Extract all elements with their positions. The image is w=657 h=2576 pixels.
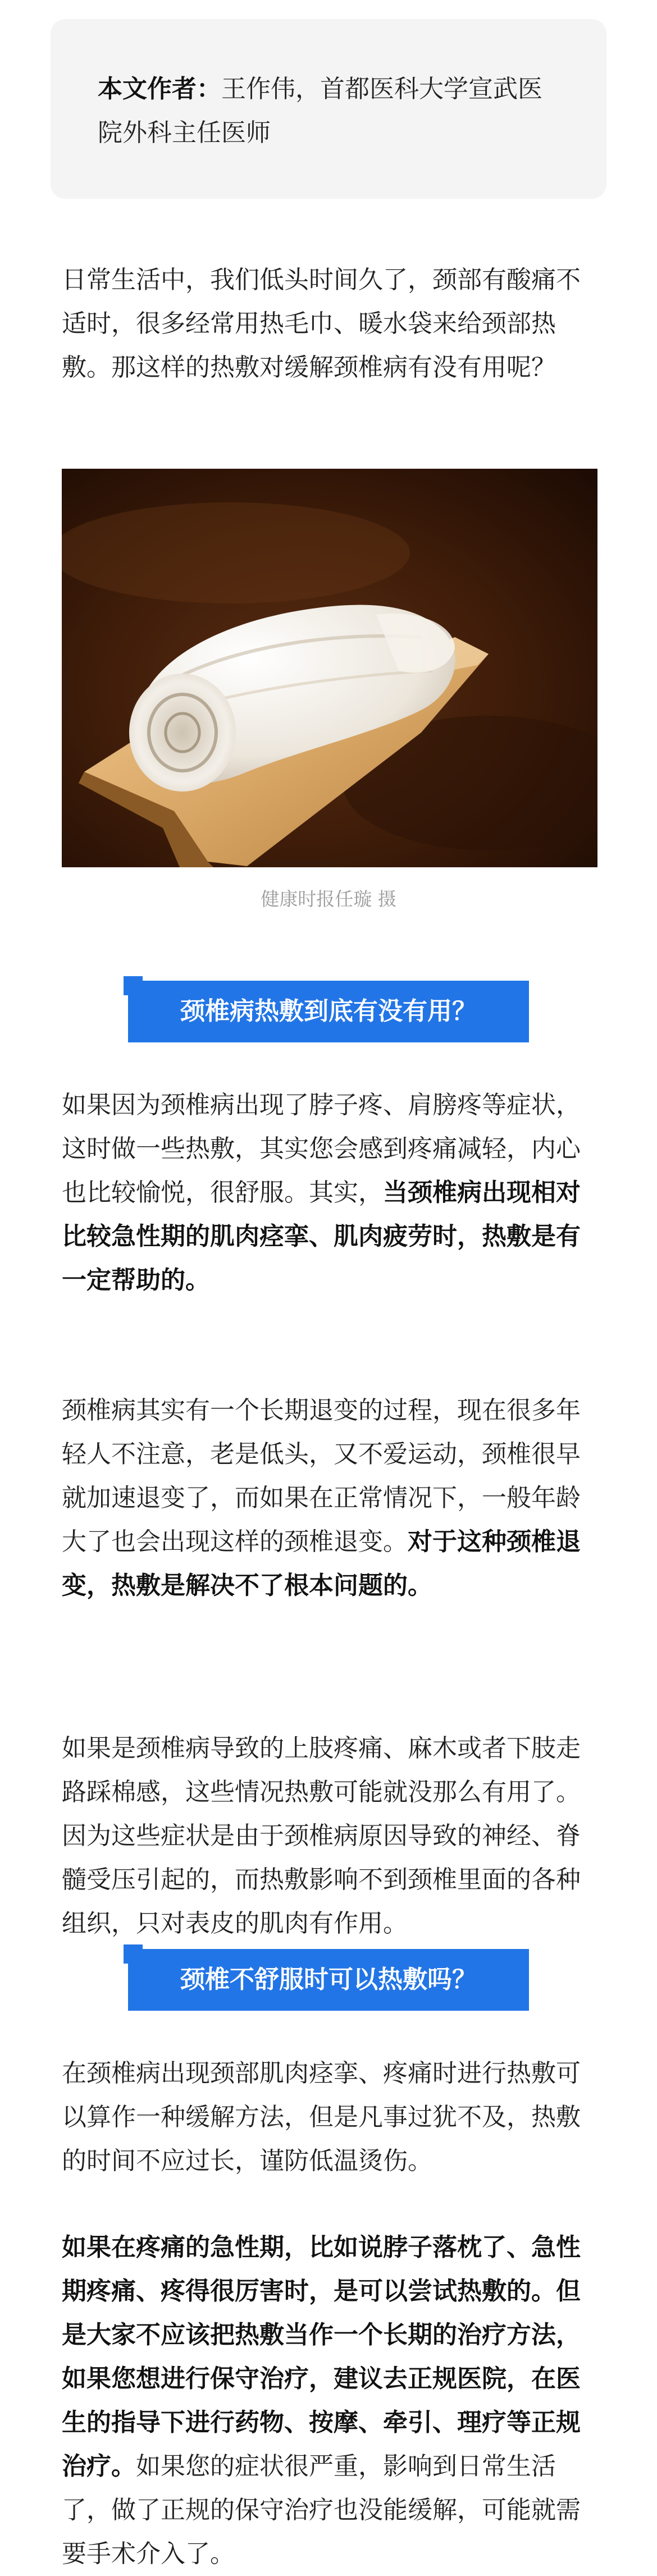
- section-heading-1-text: 颈椎病热敷到底有没有用？: [180, 997, 477, 1026]
- photo-caption: 健康时报任璇 摄: [261, 888, 396, 910]
- intro-paragraph: 日常生活中，我们低头时间久了，颈部有酸痛不适时，很多经常用热毛巾、暖水袋来给颈部热敷。那这样的热敷对缓解颈椎病有没有用呢？: [62, 266, 581, 382]
- heading-corner-icon: [124, 976, 143, 995]
- author-name: 王作伟，首都医科大学宣武医院外科主任医师: [98, 75, 542, 147]
- section2-paragraph-2: [62, 2226, 597, 2576]
- section2-p2-normal: 如果您的症状很严重，影响到日常生活了，做了正规的保守治疗也没能缓解，可能就需要手术介入了。: [62, 2452, 581, 2568]
- section1-p2-bold: 对于这种颈椎退变，热敷是解决不了根本问题的。: [62, 1527, 581, 1600]
- section1-p1-bold: 当颈椎病出现相对比较急性期的肌肉痉挛、肌肉疲劳时，热敷是有一定帮助的。: [62, 1178, 581, 1294]
- section1-paragraph-2: [62, 1389, 597, 1608]
- section2-p2-bold: 如果在疼痛的急性期，比如说脖子落枕了、急性期疼痛、疼得很厉害时，是可以尝试热敷的。但是大家不应该把热敷当作一个长期的治疗方法，如果您想进行保守治疗，建议去正规医院，在医生的指导下进行药物、按摩、牵引、理疗等正规治疗。: [62, 2233, 581, 2481]
- section1-paragraph-1: [62, 1083, 597, 1302]
- section-heading-1: [128, 981, 529, 1042]
- section1-paragraph-3: 如果是颈椎病导致的上肢疼痛、麻木或者下肢走路踩棉感，这些情况热敷可能就没那么有用了。因为这些症状是由于颈椎病原因导致的神经、脊髓受压引起的，而热敷影响不到颈椎里面的各种组织，只对表皮的肌肉有作用。: [62, 1734, 581, 1938]
- section-heading-2-text: 颈椎不舒服时可以热敷吗？: [180, 1965, 477, 1994]
- section1-p2-normal: 颈椎病其实有一个长期退变的过程，现在很多年轻人不注意，老是低头，又不爱运动，颈椎很早就加速退变了，而如果在正常情况下，一般年龄大了也会出现这样的颈椎退变。: [62, 1396, 581, 1556]
- section-heading-2: [128, 1949, 529, 2011]
- author-info-box: [51, 19, 606, 199]
- heading-corner-icon: [124, 1944, 143, 1964]
- section2-paragraph-1: 在颈椎病出现颈部肌肉痉挛、疼痛时进行热敷可以算作一种缓解方法，但是凡事过犹不及，热敷的时间不应过长，谨防低温烫伤。: [62, 2059, 581, 2175]
- author-label: 本文作者：: [98, 75, 221, 103]
- author-text: [98, 67, 559, 155]
- section1-p1-normal: 如果因为颈椎病出现了脖子疼、肩膀疼等症状，这时做一些热敷，其实您会感到疼痛减轻，内心也比较愉悦，很舒服。其实，: [62, 1091, 581, 1207]
- rolled-towel-photo: [62, 469, 597, 867]
